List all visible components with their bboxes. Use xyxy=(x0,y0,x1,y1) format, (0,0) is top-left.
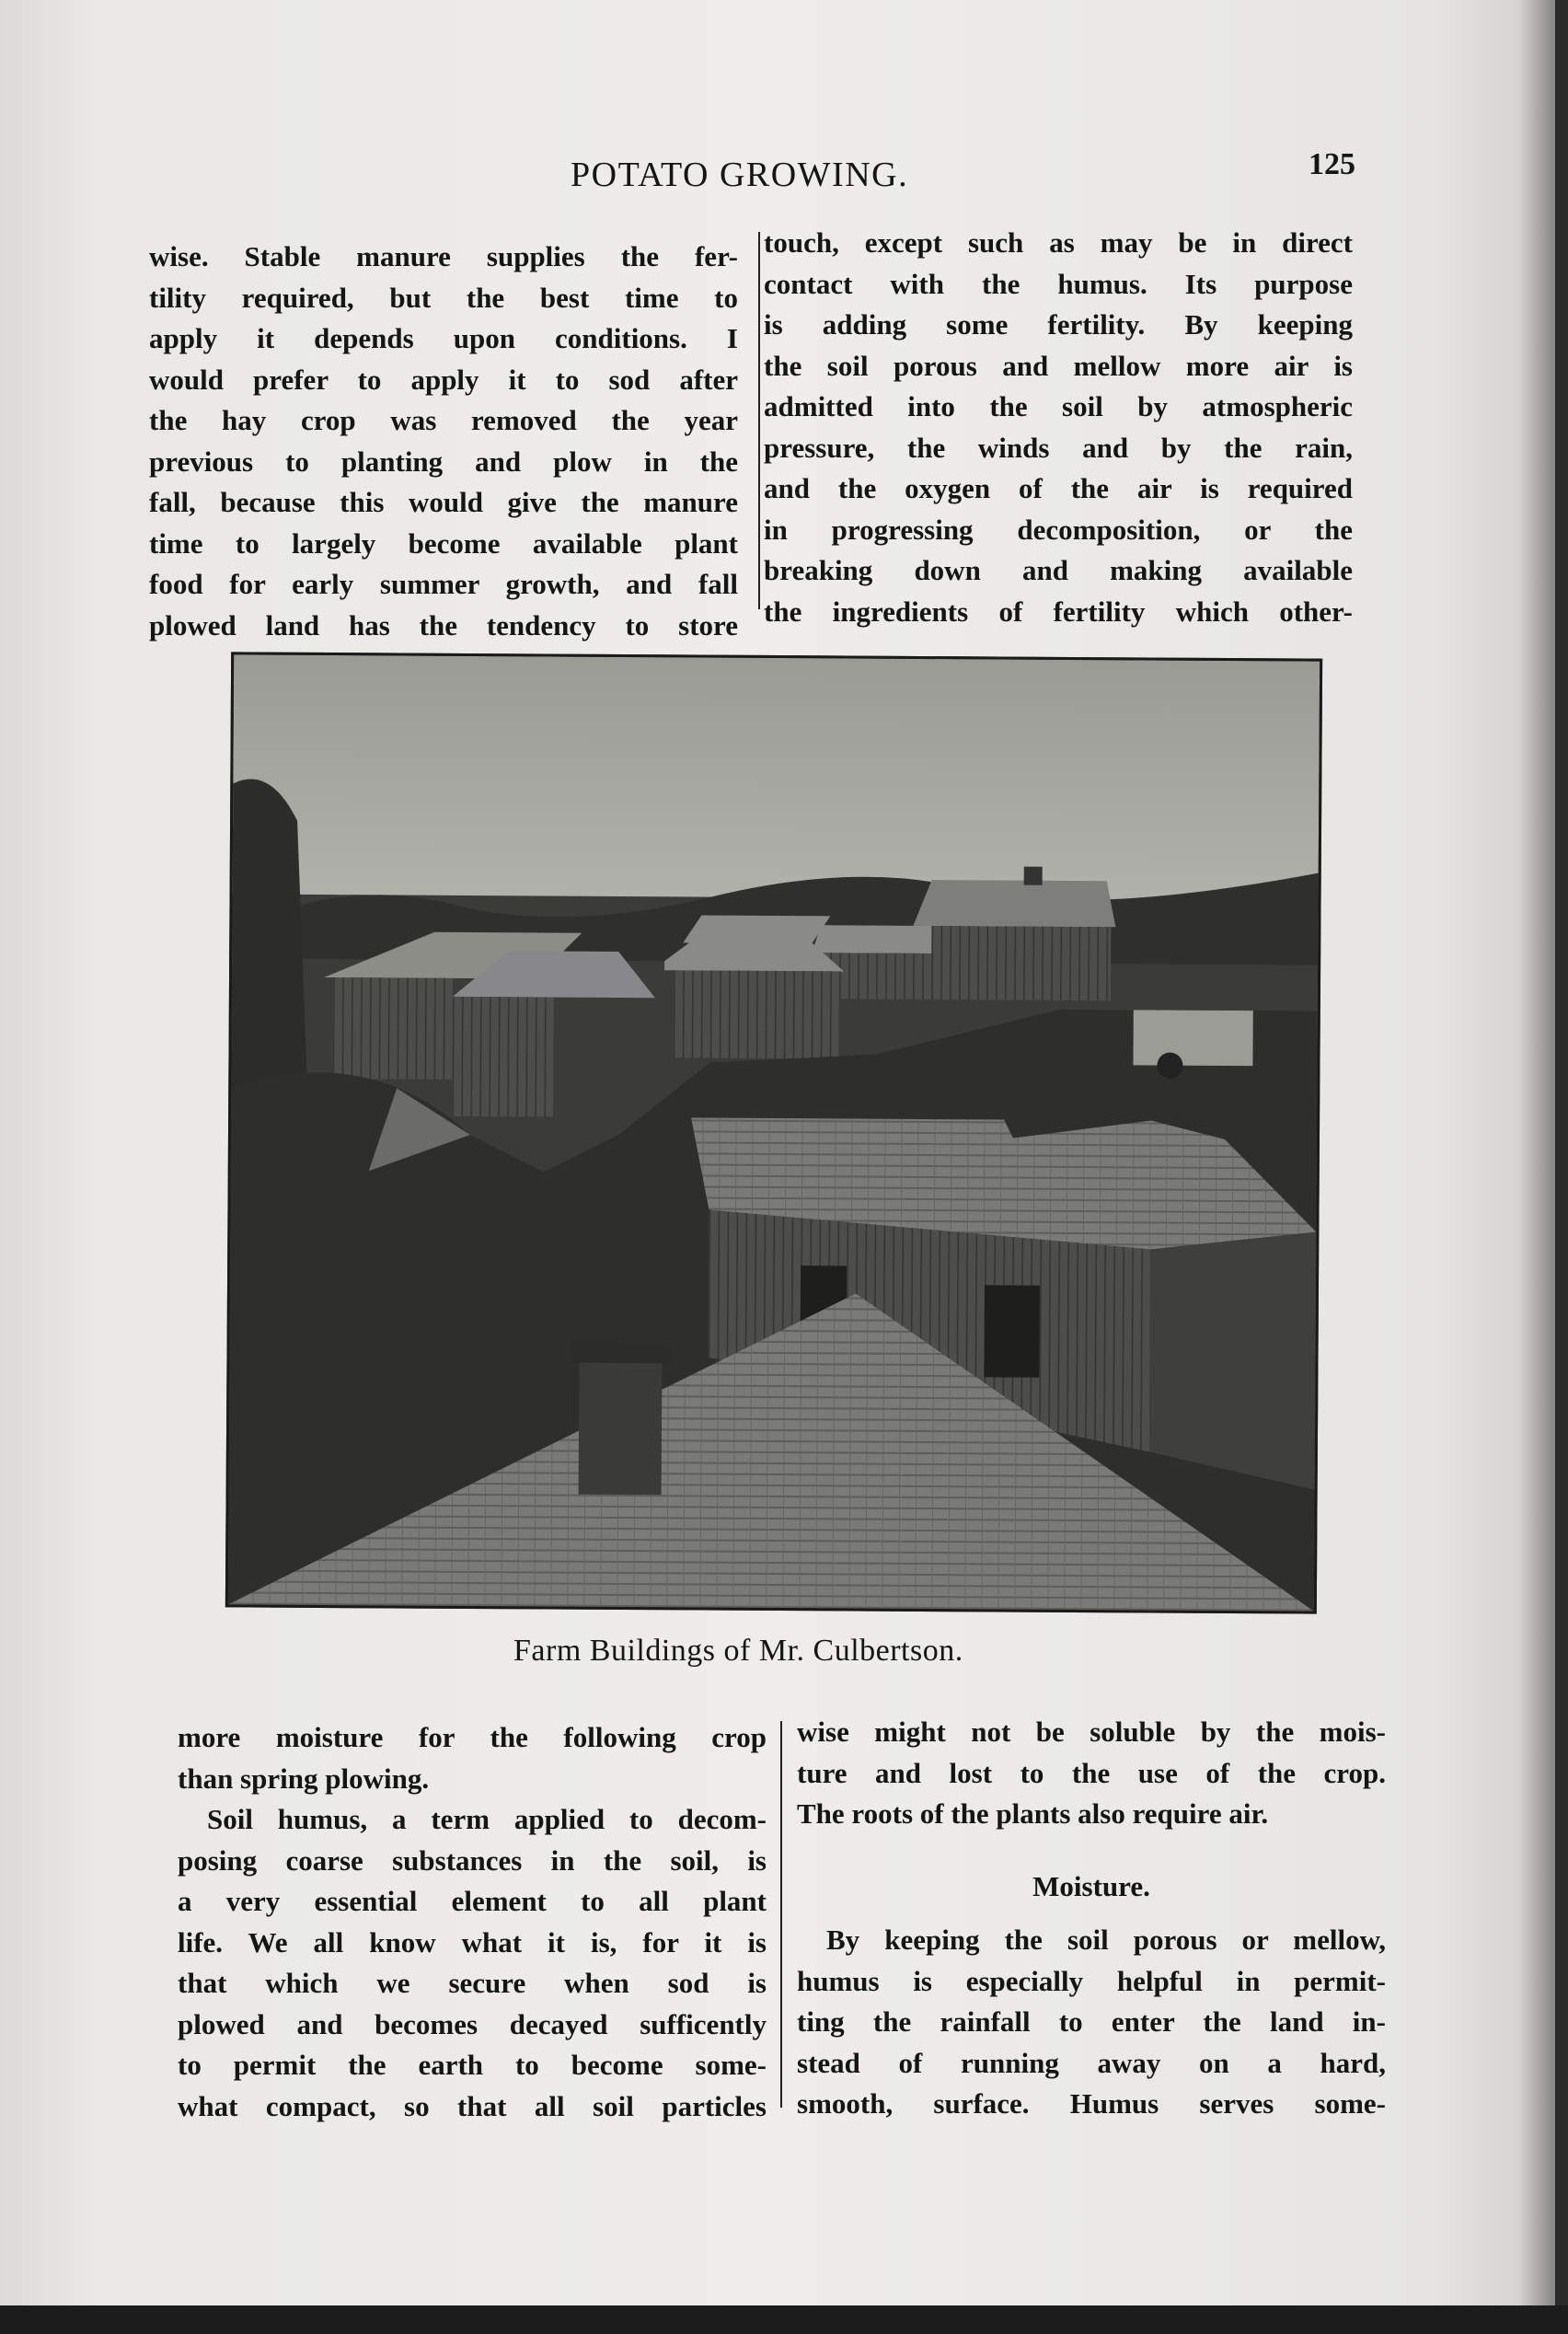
farm-buildings-photo xyxy=(225,652,1322,1613)
text-line: contact with the humus. Its purpose xyxy=(764,267,1353,300)
text-line: would prefer to apply it to sod after xyxy=(149,363,738,396)
text-line: tility required, but the best time to xyxy=(149,281,738,314)
text-line: what compact, so that all soil particles xyxy=(178,2089,767,2122)
column-rule xyxy=(758,232,760,609)
text-line: apply it depends upon conditions. I xyxy=(149,322,738,354)
top-right-column xyxy=(764,223,1353,632)
text-line: and the oxygen of the air is required xyxy=(764,472,1353,504)
text-line: previous to planting and plow in the xyxy=(149,445,738,478)
text-line: time to largely become available plant xyxy=(149,526,738,560)
text-line: breaking down and making available xyxy=(764,554,1353,586)
section-heading: Moisture. xyxy=(1032,1869,1150,1902)
text-line: the hay crop was removed the year xyxy=(149,404,738,436)
text-line: By keeping the soil porous or mellow, xyxy=(826,1924,1386,1956)
text-line: than spring plowing. xyxy=(178,1762,430,1795)
text-line: in progressing decomposition, or the xyxy=(764,513,1353,546)
text-line: a very essential element to all plant xyxy=(178,1885,767,1917)
photo-illustration xyxy=(228,654,1320,1611)
text-line: pressure, the winds and by the rain, xyxy=(764,431,1353,464)
text-line: wise might not be soluble by the mois- xyxy=(797,1716,1386,1748)
text-line: posing coarse substances in the soil, is xyxy=(178,1843,767,1877)
text-line: more moisture for the following crop xyxy=(178,1721,767,1753)
text-line: is adding some fertility. By keeping xyxy=(764,308,1353,341)
text-line: ting the rainfall to enter the land in- xyxy=(797,2005,1386,2038)
page-edge-shadow xyxy=(1518,0,1555,2319)
top-left-column xyxy=(149,237,738,646)
text-line: to permit the earth to become some- xyxy=(178,2049,767,2081)
text-line: life. We all know what it is, for it is xyxy=(178,1925,767,1958)
text-line: food for early summer growth, and fall xyxy=(149,568,738,600)
scan-border xyxy=(0,2305,1568,2334)
text-line: admitted into the soil by atmospheric xyxy=(764,390,1353,422)
running-head: POTATO GROWING. xyxy=(571,156,909,194)
text-line: wise. Stable manure supplies the fer- xyxy=(149,240,738,272)
text-line: smooth, surface. Humus serves some- xyxy=(797,2087,1386,2120)
text-line: The roots of the plants also require air. xyxy=(797,1797,1269,1830)
text-line: Soil humus, a term applied to decom- xyxy=(207,1803,767,1835)
text-line: plowed and becomes decayed sufficently xyxy=(178,2007,767,2040)
text-line: humus is especially helpful in permit- xyxy=(797,1964,1386,1997)
bottom-right-column xyxy=(797,1712,1386,2125)
bottom-left-column xyxy=(178,1717,767,2127)
text-line: the ingredients of fertility which other- xyxy=(764,595,1353,628)
page-number: 125 xyxy=(1309,147,1355,181)
text-line: the soil porous and mellow more air is xyxy=(764,349,1353,382)
text-line: stead of running away on a hard, xyxy=(797,2046,1386,2079)
text-line: that which we secure when sod is xyxy=(178,1967,767,1999)
text-line: fall, because this would give the manure xyxy=(149,486,738,518)
text-line: ture and lost to the use of the crop. xyxy=(797,1756,1386,1789)
figure-caption: Farm Buildings of Mr. Culbertson. xyxy=(513,1634,963,1668)
text-line: plowed land has the tendency to store xyxy=(149,608,738,641)
column-rule xyxy=(780,1721,782,2108)
text-line: touch, except such as may be in direct xyxy=(764,226,1353,259)
